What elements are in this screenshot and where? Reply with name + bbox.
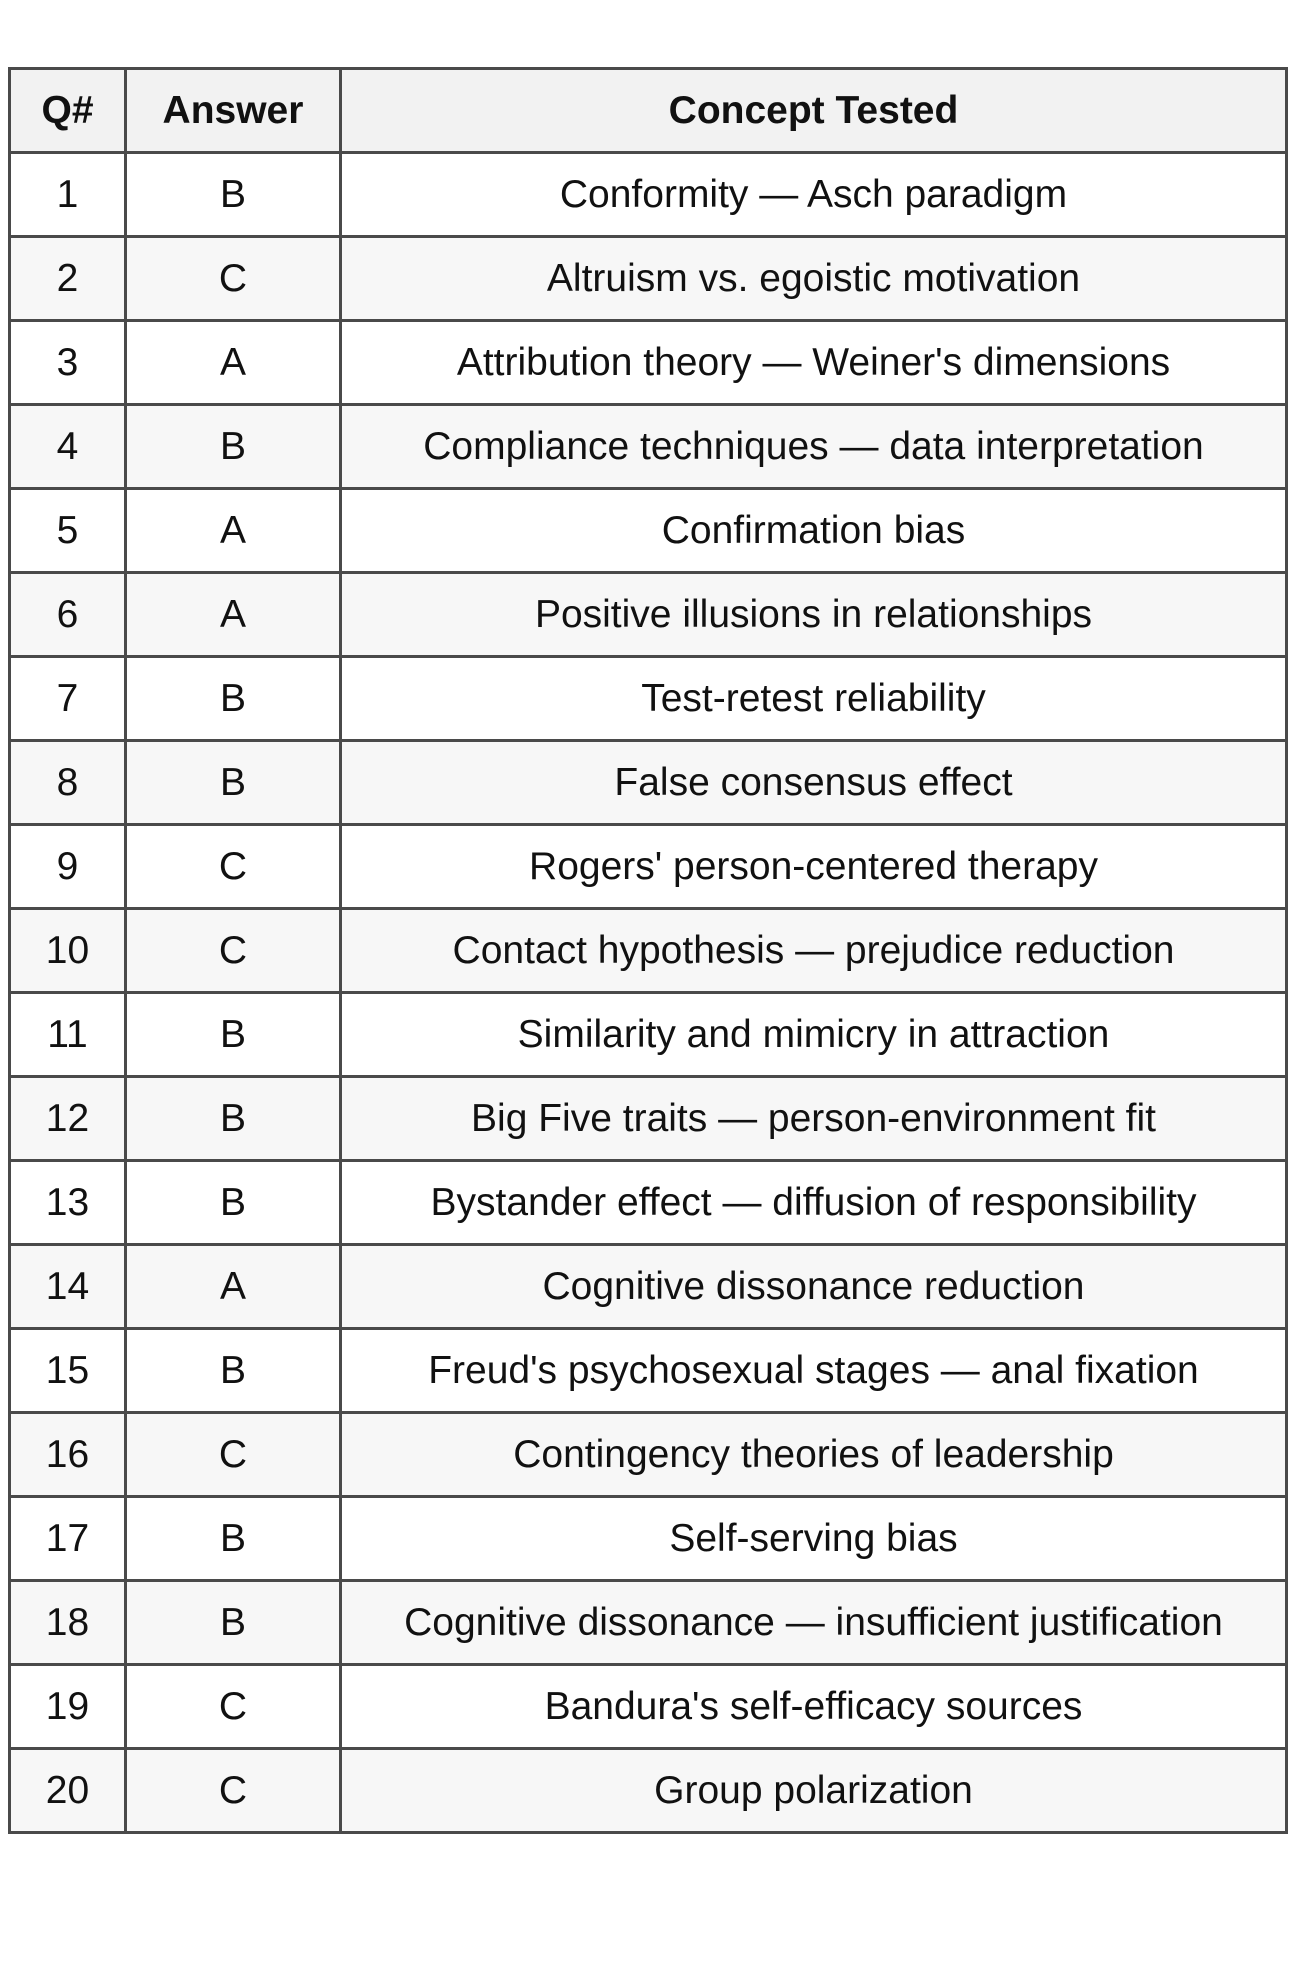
table-row xyxy=(10,153,1287,237)
concept-cell: Group polarization xyxy=(341,1749,1287,1833)
answer-cell: B xyxy=(126,405,341,489)
answer-cell: A xyxy=(126,489,341,573)
concept-cell: Similarity and mimicry in attraction xyxy=(341,993,1287,1077)
answer-cell: B xyxy=(126,1497,341,1581)
concept-cell: Cognitive dissonance — insufficient justification xyxy=(341,1581,1287,1665)
concept-cell: Compliance techniques — data interpretation xyxy=(341,405,1287,489)
table-row xyxy=(10,237,1287,321)
question-number-cell: 19 xyxy=(10,1665,126,1749)
answer-cell: A xyxy=(126,321,341,405)
question-number-cell: 8 xyxy=(10,741,126,825)
table-row xyxy=(10,825,1287,909)
question-number-cell: 7 xyxy=(10,657,126,741)
concept-cell: Test-retest reliability xyxy=(341,657,1287,741)
concept-cell: Cognitive dissonance reduction xyxy=(341,1245,1287,1329)
table-row xyxy=(10,993,1287,1077)
question-number-cell: 13 xyxy=(10,1161,126,1245)
concept-cell: Bystander effect — diffusion of responsibility xyxy=(341,1161,1287,1245)
answer-cell: B xyxy=(126,741,341,825)
question-number-cell: 2 xyxy=(10,237,126,321)
table-row xyxy=(10,741,1287,825)
concept-cell: Conformity — Asch paradigm xyxy=(341,153,1287,237)
question-number-cell: 20 xyxy=(10,1749,126,1833)
question-number-cell: 17 xyxy=(10,1497,126,1581)
concept-cell: Contact hypothesis — prejudice reduction xyxy=(341,909,1287,993)
answer-cell: B xyxy=(126,657,341,741)
answer-cell: A xyxy=(126,573,341,657)
answer-cell: B xyxy=(126,1581,341,1665)
answer-key-table xyxy=(8,67,1288,1834)
table-row xyxy=(10,1581,1287,1665)
question-number-cell: 15 xyxy=(10,1329,126,1413)
answer-cell: C xyxy=(126,1413,341,1497)
table-row xyxy=(10,1329,1287,1413)
header-answer: Answer xyxy=(126,69,341,153)
table-row xyxy=(10,1161,1287,1245)
answer-cell: C xyxy=(126,237,341,321)
table-row xyxy=(10,405,1287,489)
concept-cell: Altruism vs. egoistic motivation xyxy=(341,237,1287,321)
question-number-cell: 11 xyxy=(10,993,126,1077)
table-row xyxy=(10,1749,1287,1833)
concept-cell: Positive illusions in relationships xyxy=(341,573,1287,657)
table-body xyxy=(10,153,1287,1833)
answer-cell: B xyxy=(126,1161,341,1245)
table-row xyxy=(10,573,1287,657)
header-row xyxy=(10,69,1287,153)
concept-cell: Rogers' person-centered therapy xyxy=(341,825,1287,909)
question-number-cell: 1 xyxy=(10,153,126,237)
answer-cell: C xyxy=(126,1665,341,1749)
question-number-cell: 16 xyxy=(10,1413,126,1497)
concept-cell: Attribution theory — Weiner's dimensions xyxy=(341,321,1287,405)
concept-cell: Confirmation bias xyxy=(341,489,1287,573)
concept-cell: Self-serving bias xyxy=(341,1497,1287,1581)
question-number-cell: 9 xyxy=(10,825,126,909)
table-header xyxy=(10,69,1287,153)
concept-cell: Contingency theories of leadership xyxy=(341,1413,1287,1497)
table-row xyxy=(10,1665,1287,1749)
concept-cell: Freud's psychosexual stages — anal fixation xyxy=(341,1329,1287,1413)
concept-cell: False consensus effect xyxy=(341,741,1287,825)
header-question-number: Q# xyxy=(10,69,126,153)
answer-cell: B xyxy=(126,993,341,1077)
table-row xyxy=(10,1497,1287,1581)
table-row xyxy=(10,1413,1287,1497)
answer-cell: B xyxy=(126,153,341,237)
question-number-cell: 10 xyxy=(10,909,126,993)
concept-cell: Big Five traits — person-environment fit xyxy=(341,1077,1287,1161)
answer-cell: C xyxy=(126,909,341,993)
question-number-cell: 14 xyxy=(10,1245,126,1329)
answer-cell: B xyxy=(126,1077,341,1161)
question-number-cell: 6 xyxy=(10,573,126,657)
table-row xyxy=(10,657,1287,741)
answer-cell: A xyxy=(126,1245,341,1329)
answer-cell: C xyxy=(126,825,341,909)
header-concept-tested: Concept Tested xyxy=(341,69,1287,153)
table-row xyxy=(10,321,1287,405)
table-row xyxy=(10,489,1287,573)
question-number-cell: 12 xyxy=(10,1077,126,1161)
table-row xyxy=(10,1077,1287,1161)
question-number-cell: 3 xyxy=(10,321,126,405)
table-row xyxy=(10,1245,1287,1329)
question-number-cell: 18 xyxy=(10,1581,126,1665)
concept-cell: Bandura's self-efficacy sources xyxy=(341,1665,1287,1749)
table-row xyxy=(10,909,1287,993)
answer-cell: B xyxy=(126,1329,341,1413)
answer-cell: C xyxy=(126,1749,341,1833)
question-number-cell: 4 xyxy=(10,405,126,489)
question-number-cell: 5 xyxy=(10,489,126,573)
